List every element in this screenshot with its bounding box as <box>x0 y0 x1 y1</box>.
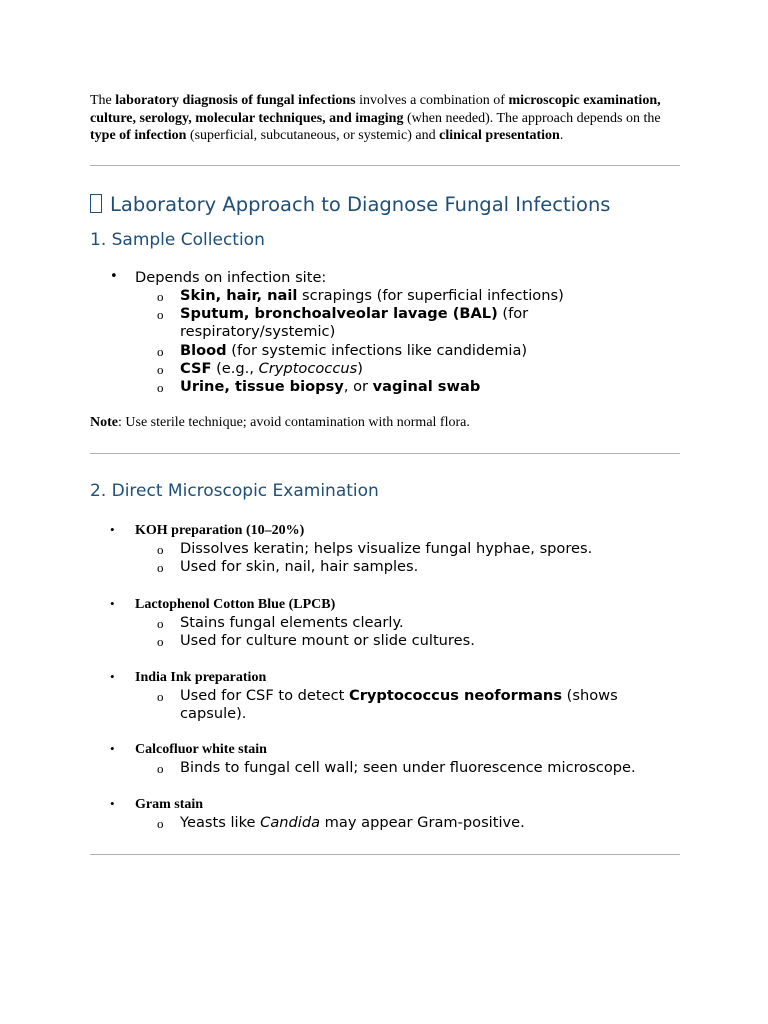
method-title: KOH preparation (10–20%) <box>135 523 305 539</box>
missing-glyph-icon <box>90 194 102 213</box>
bullet-marker: • <box>110 268 118 284</box>
list-item: o Yeasts like Candida may appear Gram-positive. <box>157 813 525 831</box>
list-item: o Used for skin, nail, hair samples. <box>157 558 419 576</box>
list-item: o Stains fungal elements clearly. <box>157 613 404 631</box>
list-item: o Dissolves keratin; helps visualize fungal hyphae, spores. <box>157 540 593 558</box>
list-item: o Used for CSF to detect Cryptococcus neoformans (shows capsule). <box>157 687 618 723</box>
section-heading-sample-collection: 1. Sample Collection <box>90 229 265 250</box>
divider <box>90 854 680 855</box>
sample-collection-list <box>90 269 680 396</box>
note: Note: Use sterile technique; avoid contamination with normal flora. <box>90 415 470 431</box>
list-item: o CSF (e.g., Cryptococcus) <box>157 359 363 377</box>
list-item: • Calcofluor white stain o Binds to fungal cell wall; seen under fluorescence microscope. <box>90 741 680 777</box>
list-item: • Lactophenol Cotton Blue (LPCB) o Stains fungal elements clearly. o Used for culture mount or slide cultures. <box>90 596 680 650</box>
method-title: Calcofluor white stain <box>135 742 267 758</box>
list-item: o Sputum, bronchoalveolar lavage (BAL) (for respiratory/systemic) <box>157 305 529 341</box>
list-item: • Depends on infection site: o Skin, hair, nail scrapings (for superficial infections) o Sputum, bronchoalveolar lavage (BAL) (for respiratory/systemic) o Blood (for systemic infections like candidemia) o CSF (e.g., Cryptococcus) o Urine, tissue biopsy, or vaginal swab <box>90 269 680 396</box>
method-title: India Ink preparation <box>135 670 267 686</box>
list-item: • Gram stain o Yeasts like Candida may appear Gram-positive. <box>90 796 680 832</box>
microscopic-methods-list <box>90 522 680 832</box>
list-item: • India Ink preparation o Used for CSF to detect Cryptococcus neoformans (shows capsule). <box>90 669 680 723</box>
list-item: o Urine, tissue biopsy, or vaginal swab <box>157 378 481 395</box>
method-title: Lactophenol Cotton Blue (LPCB) <box>135 596 336 612</box>
list-item: o Skin, hair, nail scrapings (for superficial infections) <box>157 286 564 304</box>
divider <box>90 165 680 166</box>
intro-paragraph: The laboratory diagnosis of fungal infections involves a combination of microscopic examination, culture, serology, molecular techniques, and imaging (when needed). The approach depends on the type of infection (superficial, subcutaneous, or systemic) and clinical presentation. <box>90 93 661 144</box>
document-page <box>90 92 680 855</box>
list-item: • KOH preparation (10–20%) o Dissolves keratin; helps visualize fungal hyphae, spores. o Used for skin, nail, hair samples. <box>90 522 680 576</box>
list-item: o Binds to fungal cell wall; seen under fluorescence microscope. <box>157 759 636 777</box>
method-title: Gram stain <box>135 796 204 812</box>
sample-type-list <box>135 287 680 396</box>
list-item: o Used for culture mount or slide cultures. <box>157 631 475 649</box>
page-title: Laboratory Approach to Diagnose Fungal Infections <box>90 193 680 217</box>
section-heading-microscopic-exam: 2. Direct Microscopic Examination <box>90 481 379 502</box>
list-item: o Blood (for systemic infections like candidemia) <box>157 341 528 359</box>
divider <box>90 453 680 454</box>
